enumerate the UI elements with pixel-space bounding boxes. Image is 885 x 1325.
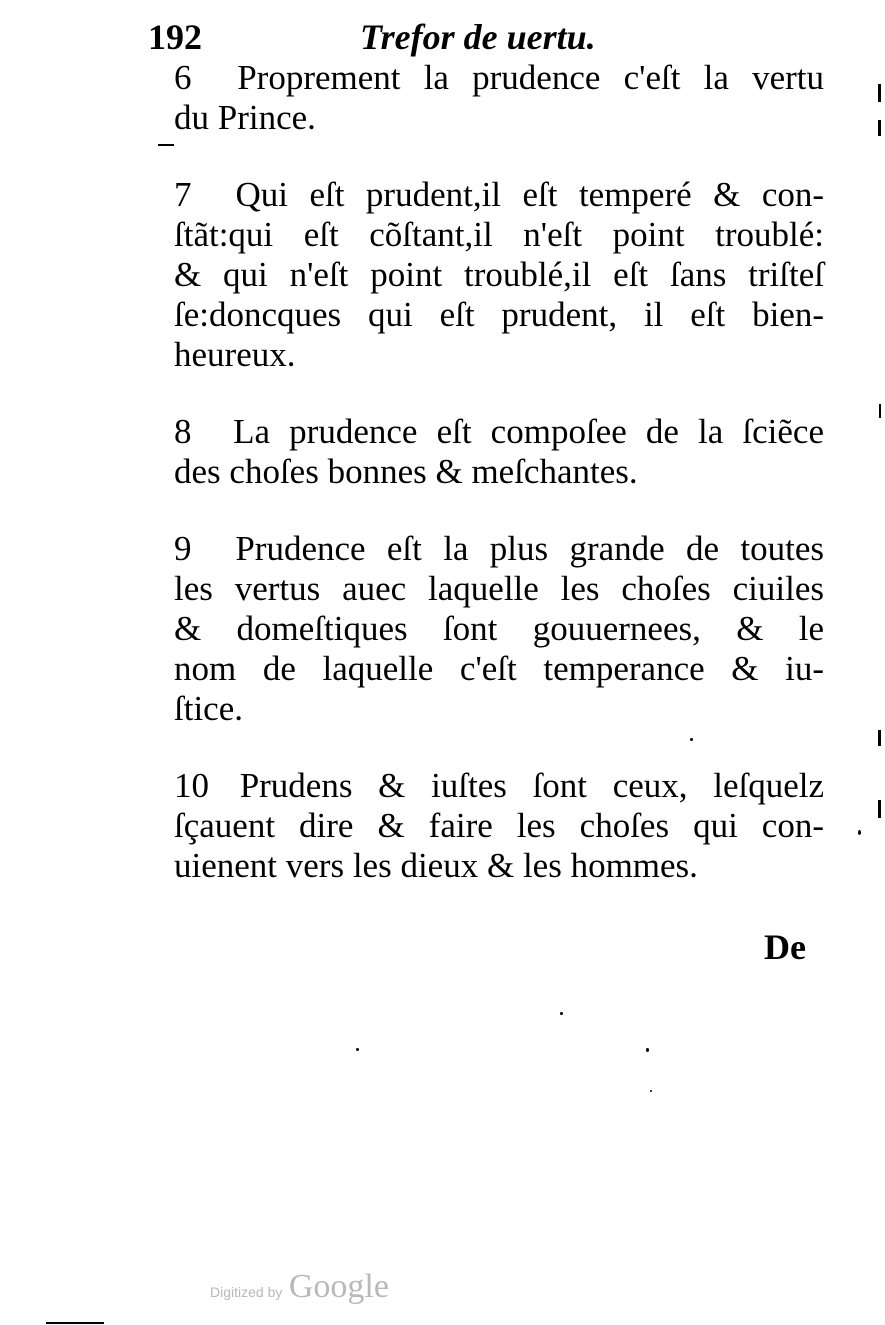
gutter-mark bbox=[878, 800, 881, 818]
paragraph-line: ſçauent dire & faire les choſes qui con- bbox=[174, 806, 824, 845]
paragraph-line: ſe:doncques qui eſt prudent, il eſt bien- bbox=[174, 295, 824, 334]
paragraph-line: du Prince. bbox=[174, 98, 316, 137]
gutter-mark bbox=[878, 120, 881, 136]
running-head: Trefor de uertu. bbox=[360, 17, 596, 57]
watermark-brand: Google bbox=[288, 1268, 389, 1305]
gutter-mark bbox=[878, 730, 881, 746]
paper-speck bbox=[560, 1012, 563, 1015]
paragraph-line bbox=[174, 766, 824, 806]
gutter-mark bbox=[878, 84, 881, 102]
line-text: La prudence eſt compoſee de la ſciẽce bbox=[233, 412, 825, 451]
body-text bbox=[174, 58, 824, 886]
paper-speck bbox=[650, 1090, 652, 1092]
gutter-mark bbox=[879, 404, 881, 418]
line-text: Proprement la prudence c'eſt la vertu bbox=[237, 58, 825, 97]
watermark-prefix: Digitized by bbox=[210, 1284, 283, 1300]
paragraph-line: ſtice. bbox=[174, 689, 243, 728]
paragraph-line: uienent vers les dieux & les hommes. bbox=[174, 846, 698, 885]
paragraph-7 bbox=[174, 175, 824, 375]
page-number: 192 bbox=[148, 17, 202, 57]
paper-speck bbox=[690, 738, 693, 741]
paragraph-line: les vertus auec laquelle les choſes ciuiles bbox=[174, 569, 824, 608]
paper-speck bbox=[356, 1048, 359, 1051]
paper-speck bbox=[646, 1048, 649, 1052]
paper-speck bbox=[858, 830, 861, 835]
paragraph-line: heureux. bbox=[174, 335, 296, 374]
paragraph-line: nom de laquelle c'eſt temperance & iu- bbox=[174, 649, 824, 688]
paragraph-number: 8 bbox=[174, 412, 192, 451]
page-header bbox=[148, 14, 828, 60]
paragraph-6 bbox=[174, 58, 824, 138]
line-text: Prudence eſt la plus grande de toutes bbox=[235, 529, 824, 568]
digitization-watermark bbox=[210, 1268, 389, 1306]
paragraph-line bbox=[174, 175, 824, 215]
paragraph-8 bbox=[174, 412, 824, 492]
paragraph-line: & domeſtiques ſont gouuernees, & le bbox=[174, 609, 824, 648]
paragraph-number: 9 bbox=[174, 529, 192, 568]
left-margin-mark bbox=[158, 144, 174, 146]
paragraph-line: & qui n'eſt point troublé,il eſt ſans triſteſ bbox=[174, 255, 824, 294]
line-text: Qui eſt prudent,il eſt temperé & con- bbox=[235, 175, 825, 214]
page-edge-mark bbox=[46, 1322, 104, 1324]
paragraph-line bbox=[174, 58, 824, 98]
paragraph-number: 6 bbox=[174, 58, 192, 97]
line-text: Prudens & iuſtes ſont ceux, leſquelz bbox=[239, 766, 824, 805]
paragraph-9 bbox=[174, 529, 824, 729]
paragraph-number: 10 bbox=[174, 766, 209, 805]
paragraph-line: des choſes bonnes & meſchantes. bbox=[174, 452, 638, 491]
paragraph-10 bbox=[174, 766, 824, 886]
paragraph-number: 7 bbox=[174, 175, 192, 214]
paragraph-line: ſtãt:qui eſt cõſtant,il n'eſt point troublé: bbox=[174, 215, 824, 254]
catchword: De bbox=[764, 927, 806, 967]
paragraph-line bbox=[174, 412, 824, 452]
paragraph-line bbox=[174, 529, 824, 569]
